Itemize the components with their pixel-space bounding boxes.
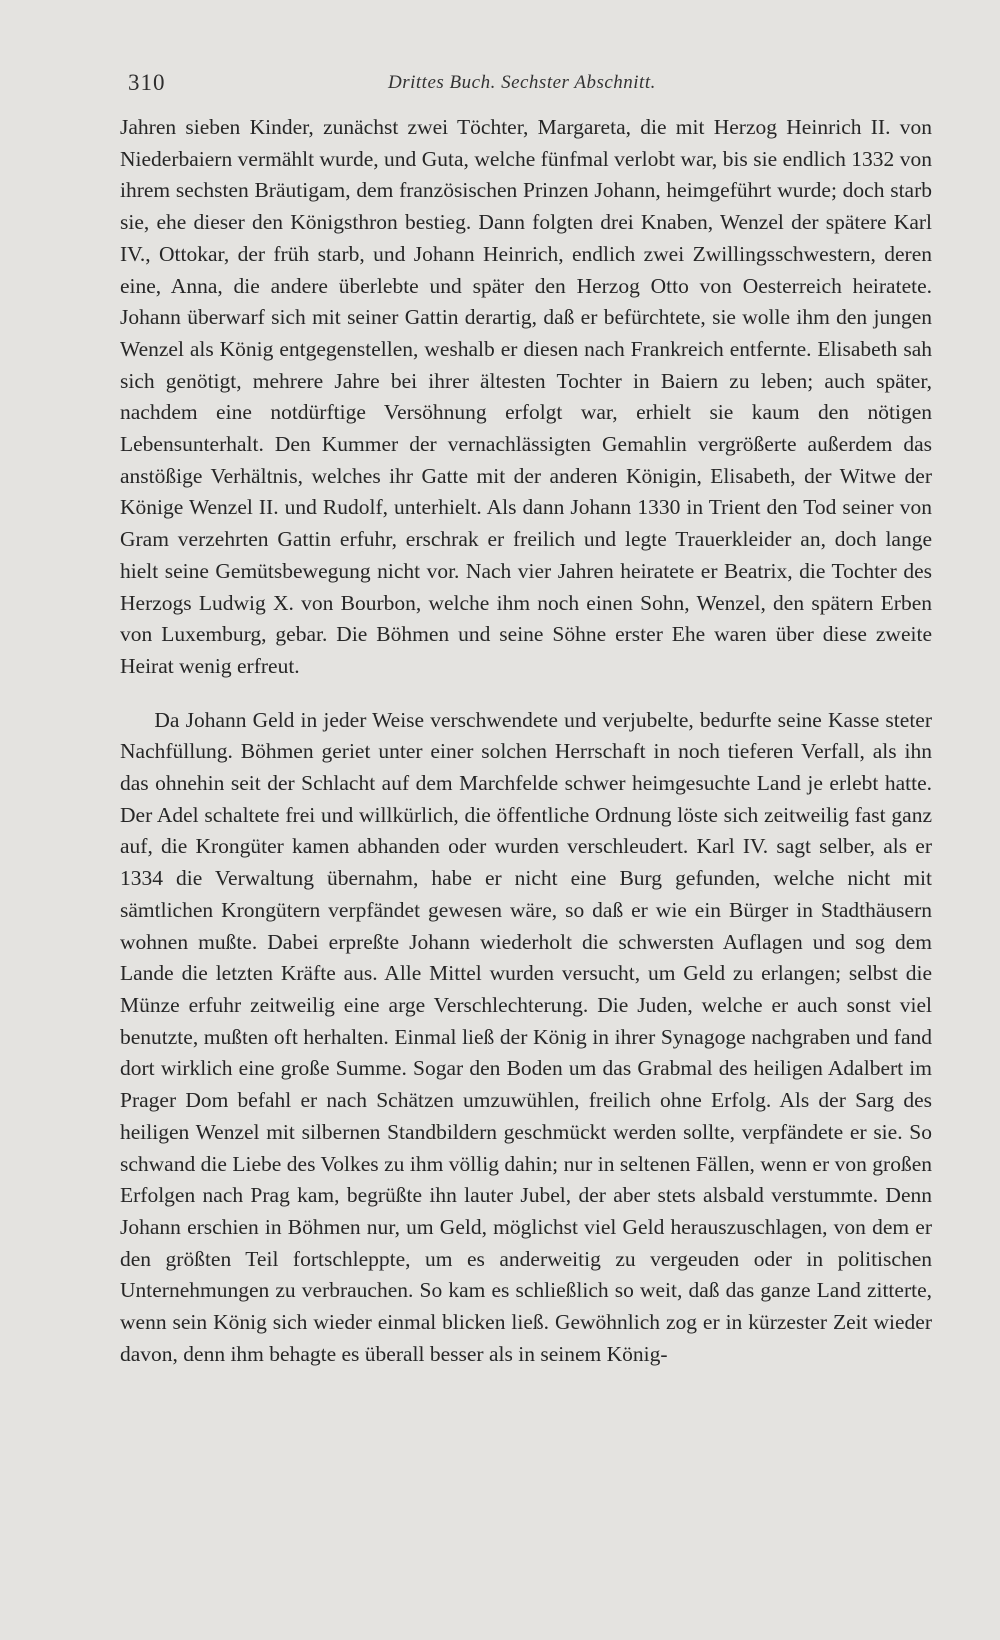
- page-number: 310: [128, 70, 166, 95]
- body-text: [120, 112, 932, 1370]
- paragraph-1: Jahren sieben Kinder, zunächst zwei Töchter, Margareta, die mit Herzog Heinrich II. von Niederbaiern vermählt wurde, und Guta, welche fünfmal verlobt war, bis sie endlich 1332 von ihrem sechsten Bräutigam, dem französischen Prinzen Johann, heimgeführt wurde; doch starb sie, ehe dieser den Königsthron bestieg. Dann folgten drei Knaben, Wenzel der spätere Karl IV., Ottokar, der früh starb, und Johann Heinrich, endlich zwei Zwillingsschwestern, deren eine, Anna, die andere überlebte und später den Herzog Otto von Oesterreich heiratete. Johann überwarf sich mit seiner Gattin derartig, daß er befürchtete, sie wolle ihm den jungen Wenzel als König entgegenstellen, weshalb er diesen nach Frankreich entfernte. Elisabeth sah sich genötigt, mehrere Jahre bei ihrer ältesten Tochter in Baiern zu leben; auch später, nachdem eine notdürftige Versöhnung erfolgt war, erhielt sie kaum den nötigen Lebensunterhalt. Den Kummer der vernachlässigten Gemahlin vergrößerte außerdem das anstößige Verhältnis, welches ihr Gatte mit der anderen Königin, Elisabeth, der Witwe der Könige Wenzel II. und Rudolf, unterhielt. Als dann Johann 1330 in Trient den Tod seiner von Gram verzehrten Gattin erfuhr, erschrak er freilich und legte Trauerkleider an, doch lange hielt seine Gemütsbewegung nicht vor. Nach vier Jahren heiratete er Beatrix, die Tochter des Herzogs Ludwig X. von Bourbon, welche ihm noch einen Sohn, Wenzel, den spätern Erben von Luxemburg, gebar. Die Böhmen und seine Söhne erster Ehe waren über diese zweite Heirat wenig erfreut.: [120, 115, 932, 678]
- paragraph-2: Da Johann Geld in jeder Weise verschwendete und verjubelte, bedurfte seine Kasse steter Nachfüllung. Böhmen geriet unter einer solchen Herrschaft in noch tieferen Verfall, als ihn das ohnehin seit der Schlacht auf dem Marchfelde schwer heimgesuchte Land je erlebt hatte. Der Adel schaltete frei und willkürlich, die öffentliche Ordnung löste sich zeitweilig fast ganz auf, die Krongüter kamen abhanden oder wurden verschleudert. Karl IV. sagt selber, als er 1334 die Verwaltung übernahm, habe er nicht eine Burg gefunden, welche nicht mit sämtlichen Krongütern verpfändet gewesen wäre, so daß er wie ein Bürger in Stadthäusern wohnen mußte. Dabei erpreßte Johann wiederholt die schwersten Auflagen und sog dem Lande die letzten Kräfte aus. Alle Mittel wurden versucht, um Geld zu erlangen; selbst die Münze erfuhr zeitweilig eine arge Verschlechterung. Die Juden, welche er auch sonst viel benutzte, mußten oft herhalten. Einmal ließ der König in ihrer Synagoge nachgraben und fand dort wirklich eine große Summe. Sogar den Boden um das Grabmal des heiligen Adalbert im Prager Dom befahl er nach Schätzen umzuwühlen, freilich ohne Erfolg. Als der Sarg des heiligen Wenzel mit silbernen Standbildern geschmückt werden sollte, verpfändete er sie. So schwand die Liebe des Volkes zu ihm völlig dahin; nur in seltenen Fällen, wenn er von großen Erfolgen nach Prag kam, begrüßte ihn lauter Jubel, der aber stets alsbald verstummte. Denn Johann erschien in Böhmen nur, um Geld, möglichst viel Geld herauszuschlagen, von dem er den größten Teil fortschleppte, um es anderweitig zu vergeuden oder in politischen Unternehmungen zu verbrauchen. So kam es schließlich so weit, daß das ganze Land zitterte, wenn sein König sich wieder einmal blicken ließ. Gewöhnlich zog er in kürzester Zeit wieder davon, denn ihm behagte es überall besser als in seinem König-: [120, 707, 932, 1366]
- running-head: Drittes Buch. Sechster Abschnitt.: [388, 72, 656, 93]
- page-header: [128, 70, 818, 100]
